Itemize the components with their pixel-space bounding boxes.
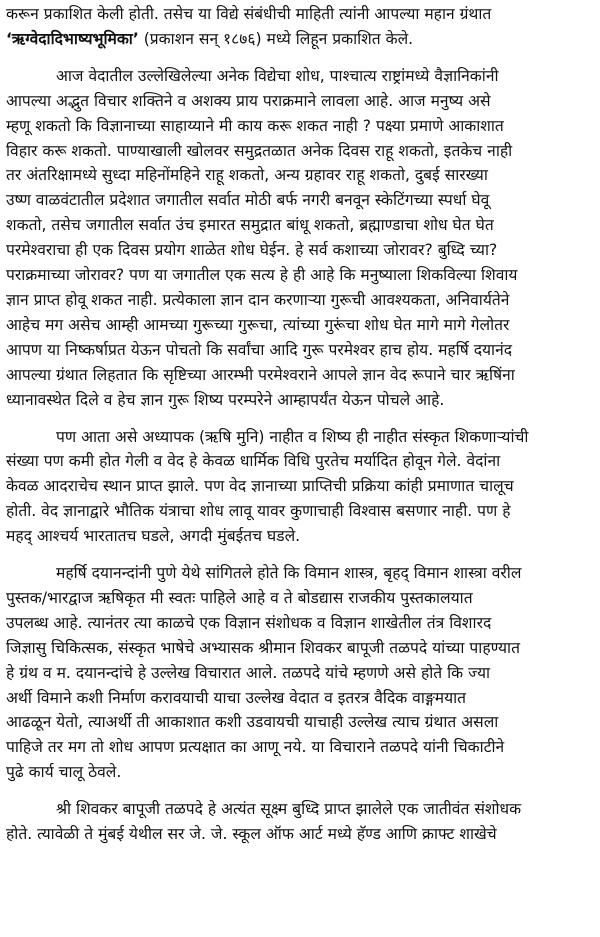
text-line: हे ग्रंथ व म. दयानन्दांचे हे उल्लेख विचारात आले. तळपदे यांचे म्हणणे असे होते कि ज्या — [6, 663, 491, 682]
paragraph-3 — [6, 425, 594, 550]
text-line: आढळून येतो, त्याअर्थी ती आकाशात कशी उडवायची याचाही उल्लेख त्याच ग्रंथात असला — [6, 713, 499, 732]
text-line: करून प्रकाशित केली होती. तसेच या विद्ये संबंधीची माहिती त्यांनी आपल्या महान ग्रंथात — [6, 5, 492, 23]
text-line: विहार करू शकतो. पाण्याखाली खोलवर समुद्रतळात अनेक दिवस राहू शकतो, इतकेच नाही — [6, 141, 513, 160]
text-line: महर्षि दयानन्दांनी पुणे येथे सांगितले होते कि विमान शास्त्र, बृहद् विमान शास्त्रा वरील — [56, 564, 522, 583]
text-line: तर अंतरिक्षामध्ये सुध्दा महिनोंमहिने राहू शकतो, अन्य ग्रहावर राहू शकतो, दुबई सारख्या — [6, 166, 488, 185]
text-line: श्री शिवकर बापूजी तळपदे हे अत्यंत सूक्ष्म बुध्दि प्राप्त झालेले एक जातीवंत संशोधक — [56, 800, 522, 819]
text-line: पराक्रमाच्या जोरावर? पण या जगातील एक सत्य हे ही आहे कि मनुष्याला शिकविल्या शिवाय — [6, 266, 518, 285]
text-line: संख्या पण कमी होत गेली व वेद हे केवळ धार्मिक विधि पुरतेच मर्यादित होवून गेले. वेदांना — [6, 452, 501, 471]
text-line — [6, 27, 594, 52]
text-line: शकतो, तसेच जगातील सर्वात उंच इमारत समुद्रात बांधू शकतो, ब्रह्माण्डाचा शोध घेत घेत — [6, 216, 494, 235]
paragraph-5 — [6, 797, 594, 847]
text-line: जिज्ञासु चिकित्सक, संस्कृत भाषेचे अभ्यासक श्रीमान शिवकर बापूजी तळपदे यांच्या पाहण्यात — [6, 638, 520, 657]
text-line: पुस्तक/भारद्वाज ऋषिकृत मी स्वतः पाहिले आहे व ते बोडद्यास राजकीय पुस्तकालयात — [6, 588, 473, 607]
paragraph-4 — [6, 561, 594, 785]
text-line: पण आता असे अध्यापक (ऋषि मुनि) नाहीत व शिष्य ही नाहीत संस्कृत शिकणाऱ्यांची — [56, 427, 529, 446]
text-line: उपलब्ध आहे. त्यानंतर त्या काळचे एक विज्ञान संशोधक व विज्ञान शाखेतील तंत्र विशारद — [6, 613, 492, 632]
text-line: आज वेदातील उल्लेखिलेल्या अनेक विद्येचा शोध, पाश्चात्य राष्ट्रांमध्ये वैज्ञानिकांनी — [56, 66, 499, 85]
text-line: पाहिजे तर मग तो शोध आपण प्रत्यक्षात का आणू नये. या विचाराने तळपदे यांनी चिकाटीने — [6, 738, 505, 757]
text-line: आपल्या ग्रंथात लिहतात कि सृष्टिच्या आरम्भी परमेश्वराने आपले ज्ञान वेद रूपाने चार ऋषिंना — [6, 365, 515, 384]
book-title: ‘ऋग्वेदादिभाष्यभूमिका’ — [6, 29, 139, 48]
text-line: पुढे कार्य चालू ठेवले. — [6, 763, 122, 782]
text-line: आपल्या अद्भुत विचार शक्तिने व अशक्य प्राय पराक्रमाने लावला आहे. आज मनुष्य असे — [6, 91, 491, 110]
text-line: आहेच मग असेच आम्ही आमच्या गुरूच्या गुरूचा, त्यांच्या गुरूंचा शोध घेत मागे मागे गेलोतर — [6, 315, 510, 334]
text-line: अर्थी विमाने कशी निर्माण करावयाची याचा उल्लेख वेदात व इतरत्र वैदिक वाङ्गमयात — [6, 688, 467, 707]
text-line: म्हणू शकतो कि विज्ञानाच्या साहाय्याने मी काय करू शकत नाही ? पक्ष्या प्रमाणे आकाशात — [6, 116, 504, 135]
text-line: महद् आश्चर्य भारतातच घडले, अगदी मुंबईतच घडले. — [6, 527, 301, 546]
paragraph-1 — [6, 2, 594, 52]
paragraph-2 — [6, 64, 594, 413]
text-line: उष्ण वाळवंटातील प्रदेशात जगातील सर्वात मोठी बर्फ नगरी बनवून स्केटिंगच्या स्पर्धा घेवू — [6, 191, 490, 210]
text-line: केवळ आदराचेच स्थान प्राप्त झाले. पण वेद ज्ञानाच्या प्राप्तिची प्रक्रिया कांही प्रमाणात चालूच — [6, 477, 514, 496]
text-line: होते. त्यावेळी ते मुंबई येथील सर जे. जे. स्कूल ऑफ आर्ट मध्ये हॅण्ड आणि क्राफ्ट शाखेचे — [6, 825, 497, 844]
text-line: ज्ञान प्राप्त होवू शकत नाही. प्रत्येकाला ज्ञान दान करणाऱ्या गुरूची आवश्यकता, अनिवार्यतेने — [6, 290, 510, 309]
text-line: परमेश्वराचा ही एक दिवस प्रयोग शाळेत शोध घेईन. हे सर्व कशाच्या जोरावर? बुध्दि च्या? — [6, 241, 498, 260]
text-fragment: (प्रकाशन सन् १८७६) मध्ये लिहून प्रकाशित केले. — [138, 29, 414, 48]
text-line: आपण या निष्कर्षाप्रत येऊन पोचतो कि सर्वांचा आदि गुरू परमेश्वर हाच होय. महर्षि दयानंद — [6, 340, 513, 359]
text-line: ध्यानावस्थेत दिले व हेच ज्ञान गुरू शिष्य परम्परेने आम्हापर्यंत येऊन पोचले आहे. — [6, 390, 445, 409]
text-line: होती. वेद ज्ञानाद्वारे भौतिक यंत्राचा शोध लावू यावर कुणाचाही विश्वास बसणार नाही. पण हे — [6, 502, 511, 521]
